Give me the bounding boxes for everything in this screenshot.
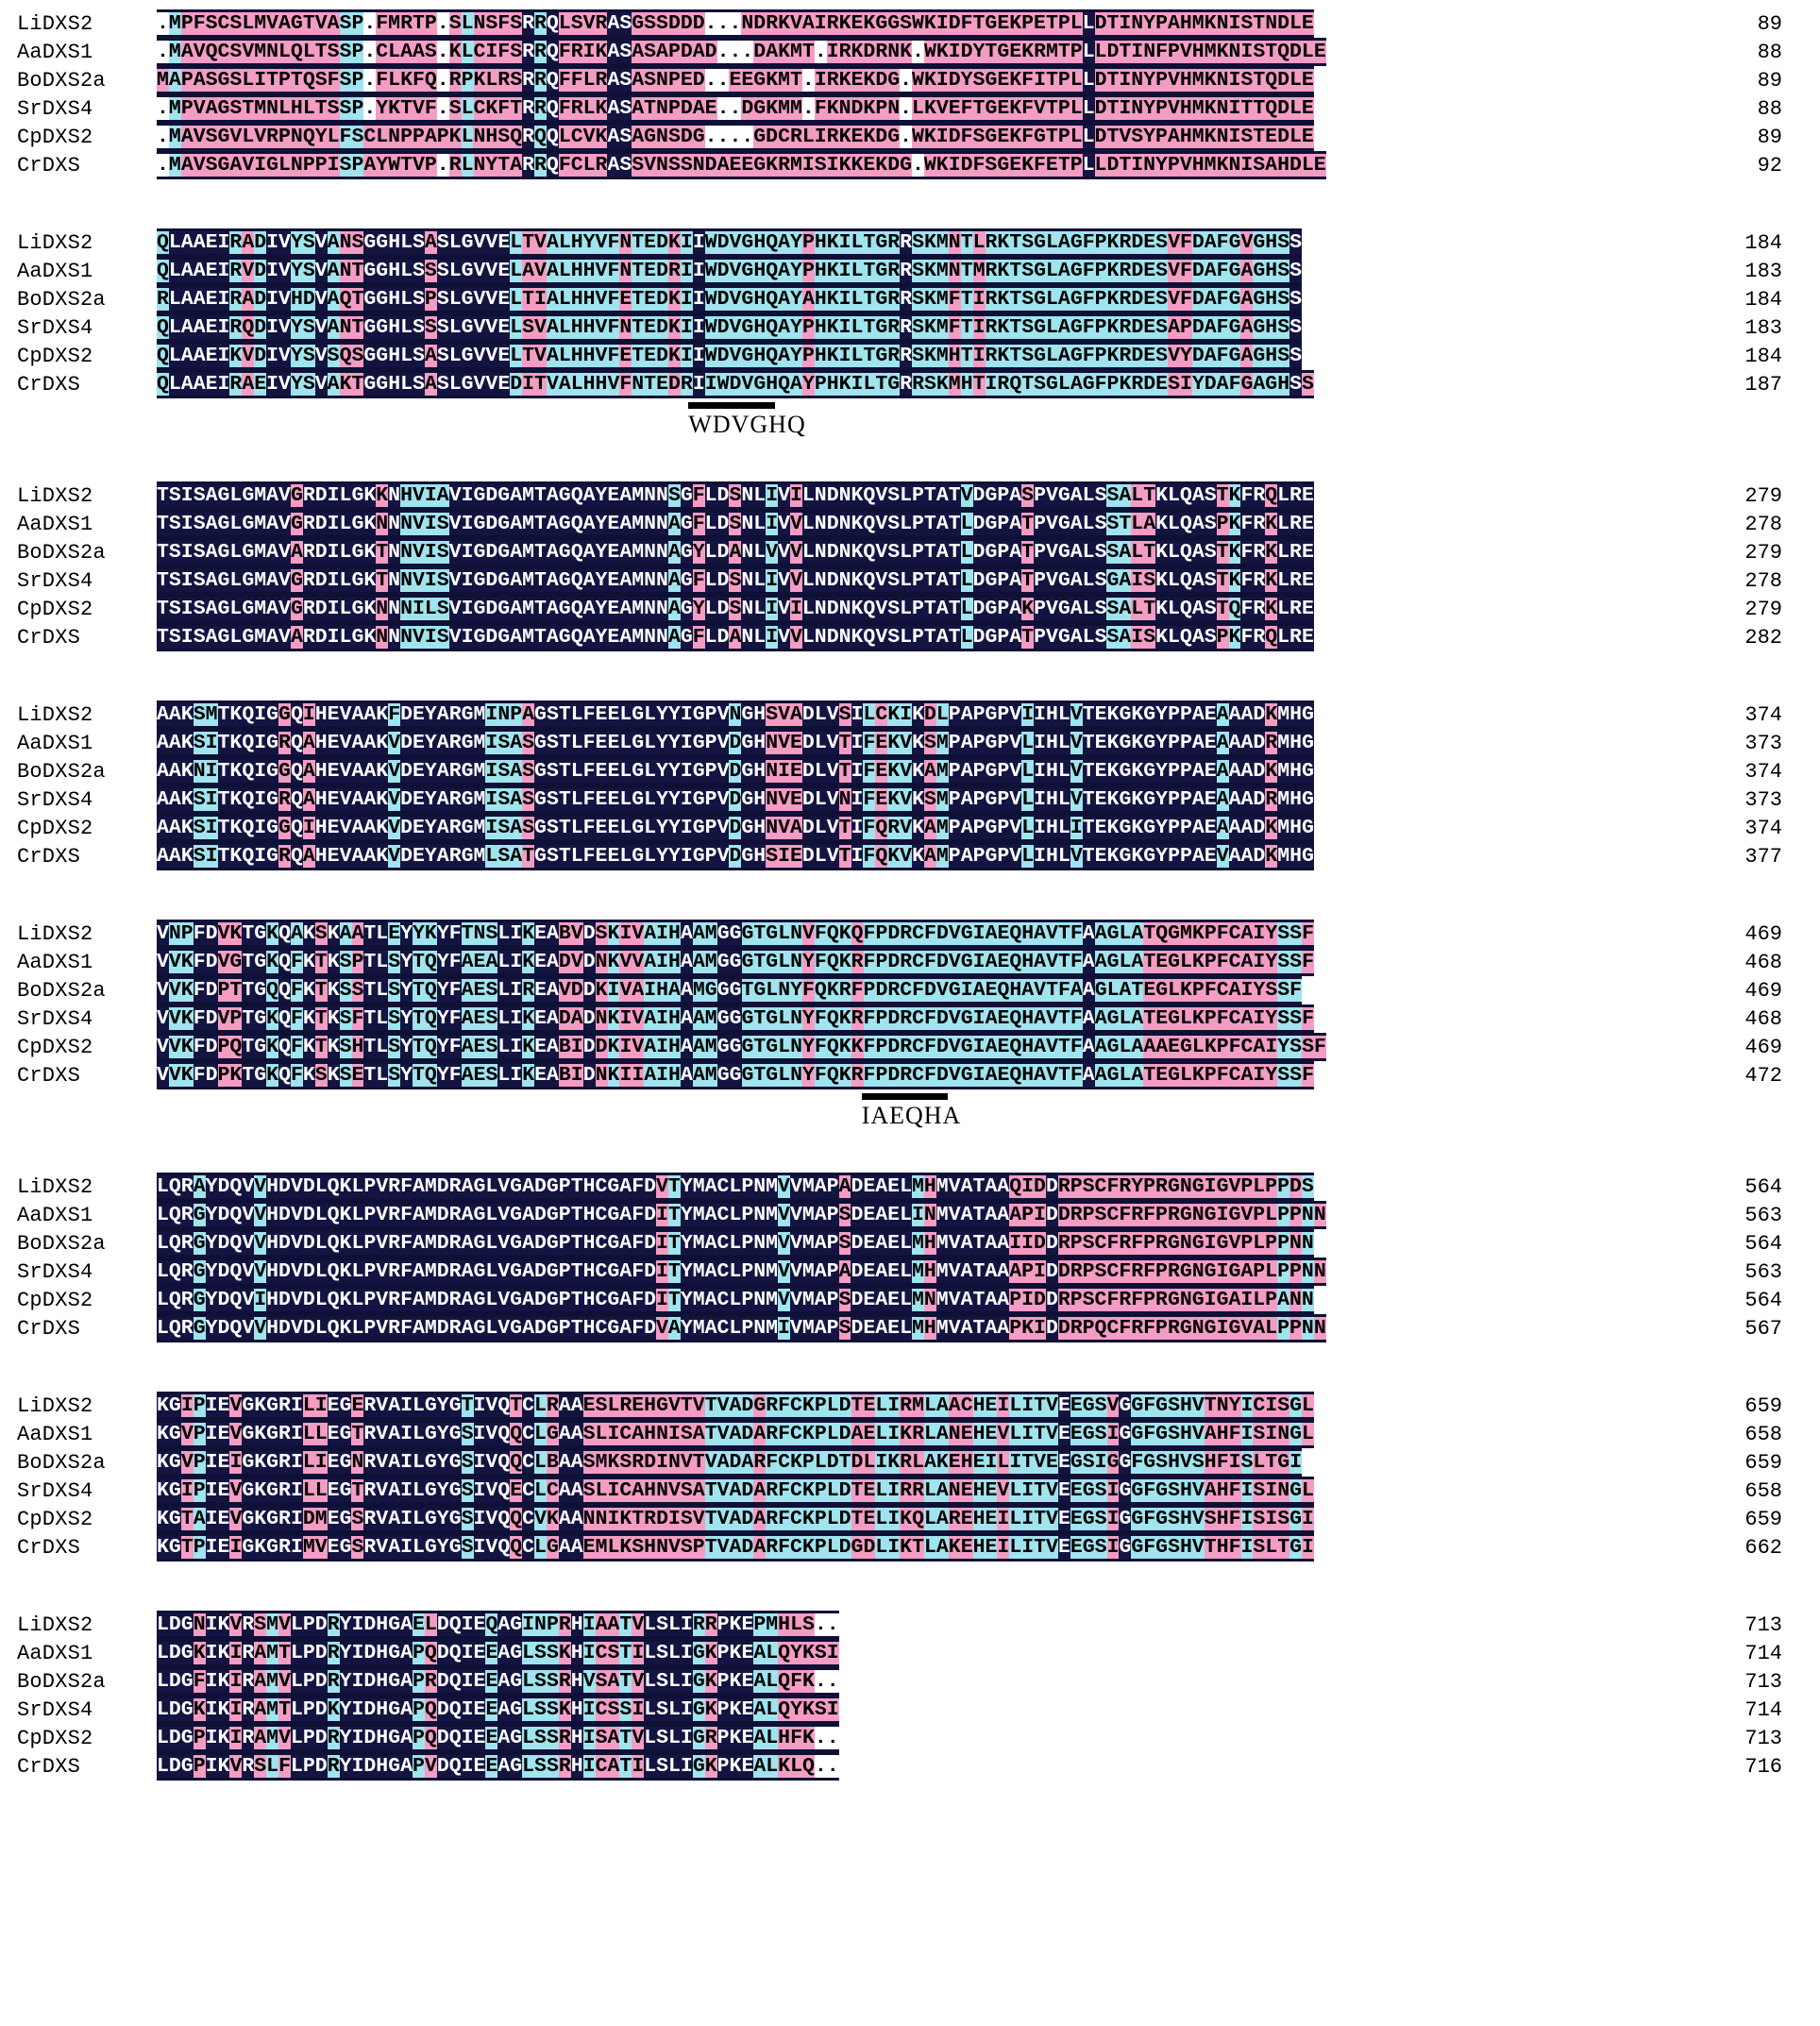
- sequence-name: BoDXS2a: [17, 1669, 106, 1694]
- sequence-name: AaDXS1: [17, 512, 93, 536]
- alignment-row: [17, 1061, 1782, 1089]
- sequence-name: BoDXS2a: [17, 1450, 106, 1475]
- residue-position: 278: [1744, 512, 1782, 536]
- alignment-row: [17, 1258, 1782, 1286]
- alignment-blocks: [17, 9, 1782, 1781]
- residue-position: 472: [1744, 1063, 1782, 1088]
- sequence-name: SrDXS4: [17, 96, 93, 121]
- sequence-name: CrDXS: [17, 844, 81, 869]
- residue-position: 184: [1744, 287, 1782, 312]
- sequence-name: LiDXS2: [17, 702, 93, 727]
- sequence-name: AaDXS1: [17, 950, 93, 974]
- sequence-name: BoDXS2a: [17, 540, 106, 565]
- alignment-row: [17, 342, 1782, 370]
- sequence-name: BoDXS2a: [17, 1231, 106, 1256]
- motif-annotation: [688, 402, 806, 439]
- sequence-residues: QLAAEIKVDIVYSVSQSGGHLSASLGVVELTVALHHVFETEDKIIWDVGHQAYPHKILTGRRSKMHTIRKTSGLAGFPKRDESVYDAFGAGHSS: [157, 342, 1302, 370]
- residue-position: 187: [1744, 372, 1782, 397]
- alignment-row: [17, 701, 1782, 729]
- alignment-row: [17, 538, 1782, 566]
- sequence-residues: .MAVQCSVMNLQLTSSP.CLAAS.KLCIFSRRQFRIKASASAPDAD...DAKMT.IRKDRNK.WKIDYTGEKRMTPLLDTINFPVHMKNISTQDLE: [157, 38, 1326, 66]
- sequence-residues: TSISAGLGMAVGRDILGKTNNVISVIGDGAMTAGQAYEAMNNAGFLDSNLIVVLNDNKQVSLPTATLDGPATPVGALSGAISKLQASTKFRKLRE: [157, 566, 1314, 595]
- sequence-residues: VVKFDPKTGKQFKSKSETLSYTQYFAESLIKEABIDNKIIAIHAAMGGGTGLNYFQKRFPDRCFDVGIAEQHAVTFAAGLATEGLKPFCAIYSSF: [157, 1061, 1314, 1089]
- residue-position: 714: [1744, 1641, 1782, 1665]
- residue-position: 716: [1744, 1754, 1782, 1779]
- sequence-residues: TSISAGLGMAVGRDILGKKNHVIAVIGDGAMTAGQAYEAMNNSGFLDSNLIVILNDNKQVSLPTATVDGPASPVGALSSALTKLQASTKFRQLRE: [157, 481, 1314, 510]
- residue-position: 374: [1744, 759, 1782, 784]
- sequence-name: AaDXS1: [17, 40, 93, 64]
- sequence-residues: VVKFDPTTGQQFKTKSSTLSYTQYFAESLIREAVDDKIVAIHAAMGGGTGLNYFQKRFPDRCFDVGIAEQHAVTFAAGLATEGLKPFCAIYSSF: [157, 976, 1302, 1005]
- motif-underline: [862, 1093, 949, 1100]
- residue-position: 184: [1744, 344, 1782, 368]
- alignment-row: [17, 1696, 1782, 1724]
- residue-position: 659: [1744, 1507, 1782, 1531]
- sequence-residues: LQRGYDQVVHDVDLQKLPVRFAMDRAGLVGADGPTHCGAFDITYMACLPNMVVMAPSDEAELINMVATAAAPIDDRPSCFRFPRGNGIGVPLPPNN: [157, 1201, 1326, 1229]
- residue-position: 89: [1757, 125, 1782, 149]
- alignment-row: [17, 920, 1782, 948]
- residue-position: 373: [1744, 731, 1782, 755]
- sequence-residues: AAKSITKQIGRQAHEVAAKVDEYARGMISASGSTLFEELGLYYIGPVDGHNVEDLVNIFEKVKSMPAPGPVLIHLVTEKGKGYPPAEAAADRMHG: [157, 785, 1314, 814]
- alignment-row: [17, 566, 1782, 595]
- residue-position: 564: [1744, 1288, 1782, 1312]
- sequence-residues: LDGPIKVRSLFLPDRYIDHGAPVDQIEEAGLSSRHICATILSLIGKPKEALKLQ..: [157, 1752, 839, 1781]
- alignment-row: [17, 1477, 1782, 1505]
- sequence-residues: KGIPIEVGKGRILIEGERVAILGYGTIVQTCLRAAESLREHGVTVTVADGRFCKPLDTELIRMLAACHEILITVEEGSVGGFGSHVTNYICISGL: [157, 1392, 1314, 1420]
- alignment-row: [17, 1005, 1782, 1033]
- residue-position: 183: [1744, 315, 1782, 340]
- sequence-residues: RLAAEIRADIVHDVAQTGGHLSPSLGVVELTIALHHVFETEDKIIWDVGHQAYAHKILTGRRSKMFTIRKTSGLAGFPKRDESVFDAFGAGHSS: [157, 285, 1302, 313]
- sequence-residues: LDGKIKIRAMTLPDRYIDHGAPQDQIEEAGLSSKHICSTILSLIGKPKEALQYKSI: [157, 1639, 839, 1667]
- sequence-residues: TSISAGLGMAVARDILGKNNNVISVIGDGAMTAGQAYEAMNNAGFLDANLIVVLNDNKQVSLPTATLDGPATPVGALSSAISKLQASPKFRQLRE: [157, 623, 1314, 651]
- sequence-name: CpDXS2: [17, 1726, 93, 1750]
- sequence-residues: AAKSITKQIGRQAHEVAAKVDEYARGMLSATGSTLFEELGLYYIGPVDGHSIEDLVTIFQKVKAMPAPGPVLIHLVTEKGKGYPPAEVAADKMHG: [157, 842, 1314, 870]
- residue-position: 567: [1744, 1316, 1782, 1341]
- residue-position: 282: [1744, 625, 1782, 650]
- residue-position: 373: [1744, 787, 1782, 812]
- alignment-row: [17, 1533, 1782, 1562]
- alignment-row: [17, 1639, 1782, 1667]
- sequence-residues: .MPVAGSTMNLHLTSSP.YKTVF.SLCKFTRRQFRLKASATNPDAE..DGKMM.FKNDKPN.LKVEFTGEKFVTPLLDTINYPVHMKNITTQDLE: [157, 94, 1314, 123]
- sequence-residues: QLAAEIRADIVYSVANSGGHLSASLGVVELTVALHYVFNTEDKIIWDVGHQAYPHKILTGRRSKMNTLRKTSGLAGFPKRDESVFDAFGVGHSS: [157, 228, 1302, 257]
- alignment-row: [17, 151, 1782, 179]
- residue-position: 92: [1757, 153, 1782, 177]
- residue-position: 469: [1744, 978, 1782, 1003]
- alignment-row: [17, 1611, 1782, 1639]
- sequence-residues: LQRAYDQVVHDVDLQKLPVRFAMDRAGLVGADGPTHCGAFDVTYMACLPNMVVMAPADEAELMHMVATAAQIDDRPSCFRYPRGNGIGVPLPPDS: [157, 1173, 1314, 1201]
- sequence-name: BoDXS2a: [17, 978, 106, 1003]
- sequence-name: LiDXS2: [17, 1174, 93, 1199]
- sequence-name: LiDXS2: [17, 921, 93, 946]
- sequence-name: CrDXS: [17, 1754, 81, 1779]
- alignment-block: [17, 1392, 1782, 1562]
- alignment-row: [17, 814, 1782, 842]
- sequence-name: CpDXS2: [17, 597, 93, 621]
- residue-position: 564: [1744, 1231, 1782, 1256]
- sequence-residues: QLAAEIRAEIVYSVAKTGGHLSASLGVVEDITVALHHVFNTEDRIIWDVGHQAYPHKILTGRRSKMHTIRQTSGLAGFPKRDESIYDAFGAGHSS: [157, 370, 1314, 398]
- alignment-row: [17, 1392, 1782, 1420]
- residue-position: 279: [1744, 540, 1782, 565]
- sequence-residues: AAKSITKQIGRQAHEVAAKVDEYARGMISASGSTLFEELGLYYIGPVDGHNVEDLVTIFEKVKSMPAPGPVLIHLVTEKGKGYPPAEAAADRMHG: [157, 729, 1314, 757]
- alignment-row: [17, 1724, 1782, 1752]
- sequence-name: SrDXS4: [17, 1478, 93, 1503]
- sequence-name: LiDXS2: [17, 1393, 93, 1418]
- alignment-row: [17, 228, 1782, 257]
- alignment-block: [17, 228, 1782, 438]
- sequence-name: AaDXS1: [17, 1203, 93, 1227]
- residue-position: 563: [1744, 1203, 1782, 1227]
- residue-position: 279: [1744, 597, 1782, 621]
- sequence-name: CpDXS2: [17, 125, 93, 149]
- motif-label: IAEQHA: [861, 1102, 962, 1129]
- alignment-row: [17, 9, 1782, 38]
- alignment-block: [17, 1611, 1782, 1781]
- alignment-row: [17, 94, 1782, 123]
- alignment-row: [17, 785, 1782, 814]
- residue-position: 374: [1744, 816, 1782, 840]
- residue-position: 89: [1757, 68, 1782, 93]
- alignment-row: [17, 729, 1782, 757]
- sequence-name: SrDXS4: [17, 1259, 93, 1284]
- alignment-block: [17, 920, 1782, 1129]
- sequence-name: AaDXS1: [17, 1422, 93, 1446]
- sequence-residues: KGIPIEVGKGRILLEGTRVAILGYGSIVQECLCAASLICAHNVSATVADARFCKPLDTELIRRLANEHEVLITVEEGSIGGFGSHVAHFISINGL: [157, 1477, 1314, 1505]
- sequence-name: BoDXS2a: [17, 287, 106, 312]
- alignment-block: [17, 481, 1782, 651]
- sequence-residues: VVKFDVPTGKQFKTKSFTLSYTQYFAESLIKEADADNKIVAIHAAMGGGTGLNYFQKRFPDRCFDVGIAEQHAVTFAAGLATEGLKPFCAIYSSF: [157, 1005, 1314, 1033]
- sequence-name: BoDXS2a: [17, 68, 106, 93]
- residue-position: 713: [1744, 1669, 1782, 1694]
- alignment-block: [17, 701, 1782, 870]
- sequence-name: CrDXS: [17, 372, 81, 397]
- alignment-row: [17, 38, 1782, 66]
- alignment-row: [17, 1173, 1782, 1201]
- residue-position: 279: [1744, 483, 1782, 508]
- alignment-row: [17, 66, 1782, 94]
- sequence-name: AaDXS1: [17, 1641, 93, 1665]
- sequence-name: SrDXS4: [17, 1697, 93, 1722]
- sequence-residues: TSISAGLGMAVARDILGKTNNVISVIGDGAMTAGQAYEAMNNAGYLDANLVVVLNDNKQVSLPTATLDGPATPVGALSSALTKLQASTKFRKLRE: [157, 538, 1314, 566]
- sequence-residues: .MAVSGVLVRPNQYLFSCLNPPAPKLNHSQRQQLCVKASAGNSDG....GDCRLIRKEKDG.WKIDFSGEKFGTPLLDTVSYPAHMKNISTEDLE: [157, 123, 1314, 151]
- alignment-row: [17, 1229, 1782, 1258]
- sequence-name: SrDXS4: [17, 568, 93, 593]
- alignment-row: [17, 1752, 1782, 1781]
- alignment-row: [17, 1667, 1782, 1696]
- sequence-name: CpDXS2: [17, 1288, 93, 1312]
- sequence-name: LiDXS2: [17, 11, 93, 36]
- motif-underline: [688, 402, 775, 409]
- alignment-row: [17, 842, 1782, 870]
- sequence-residues: AAKNITKQIGGQAHEVAAKVDEYARGMISASGSTLFEELGLYYIGPVDGHNIEDLVTIFEKVKAMPAPGPVLIHLVTEKGKGYPPAEAAADKMHG: [157, 757, 1314, 785]
- sequence-residues: KGVPIEIGKGRILIEGNRVAILGYGSIVQQCLBAASMKSRDINVTVADARFCKPLDTDLIKRLAKEHEILITVEEGSIGGFGSHVSHFISLTGI: [157, 1448, 1302, 1477]
- sequence-residues: LDGNIKVRSMVLPDRYIDHGAELDQIEQAGINPRHIAATVLSLIRRPKEPMHLS..: [157, 1611, 839, 1639]
- sequence-residues: .MPFSCSLMVAGTVASP.FMRTP.SLNSFSRRQLSVRASGSSDDD...NDRKVAIRKEKGGSWKIDFTGEKPETPLLDTINYPAHMKNISTNDLE: [157, 9, 1314, 38]
- sequence-residues: TSISAGLGMAVGRDILGKNNNVISVIGDGAMTAGQAYEAMNNAGFLDSNLIVVLNDNKQVSLPTATLDGPATPVGALSSTLAKLQASPKFRKLRE: [157, 510, 1314, 538]
- alignment-row: [17, 1314, 1782, 1342]
- motif-annotation: [861, 1093, 962, 1130]
- residue-position: 658: [1744, 1478, 1782, 1503]
- alignment-row: [17, 370, 1782, 398]
- sequence-name: CpDXS2: [17, 1507, 93, 1531]
- residue-position: 468: [1744, 1006, 1782, 1031]
- residue-position: 278: [1744, 568, 1782, 593]
- alignment-row: [17, 948, 1782, 976]
- alignment-row: [17, 1033, 1782, 1061]
- sequence-name: SrDXS4: [17, 1006, 93, 1031]
- sequence-name: CpDXS2: [17, 816, 93, 840]
- sequence-residues: .MAVSGAVIGLNPPISPAYWTVP.RLNYTARRQFCLRASSVNSSNDAEEGKRMISIKKEKDG.WKIDFSGEKFETPLLDTINYPVHMKNISAHDLE: [157, 151, 1326, 179]
- residue-position: 374: [1744, 702, 1782, 727]
- sequence-name: AaDXS1: [17, 259, 93, 283]
- residue-position: 713: [1744, 1726, 1782, 1750]
- sequence-residues: VVKFDVGTGKQFKTKSPTLSYTQYFAEALIKEADVDNKVVAIHAAMGGGTGLNYFQKRFPDRCFDVGIAEQHAVTFAAGLATEGLKPFCAIYSSF: [157, 948, 1314, 976]
- sequence-residues: KGTAIEVGKGRIDMEGSRVAILGYGSIVQQCVKAANNIKTRDISVTVADARFCKPLDTELIKQLAREHEILITVEEGSIGGFGSHVSHFISISGI: [157, 1505, 1314, 1533]
- sequence-residues: LDGPIKIRAMVLPDRYIDHGAPQDQIEEAGLSSRHISATVLSLIGRPKEALHFK..: [157, 1724, 839, 1752]
- residue-position: 659: [1744, 1450, 1782, 1475]
- alignment-row: [17, 757, 1782, 785]
- residue-position: 88: [1757, 96, 1782, 121]
- sequence-residues: QLAAEIRQDIVYSVANTGGHLSSSLGVVELSVALHHVFNTEDKIIWDVGHQAYPHKILTGRRSKMFTIRKTSGLAGFPKRDESAPDAFGAGHSS: [157, 313, 1302, 342]
- residue-position: 714: [1744, 1697, 1782, 1722]
- residue-position: 469: [1744, 921, 1782, 946]
- sequence-name: LiDXS2: [17, 483, 93, 508]
- residue-position: 564: [1744, 1174, 1782, 1199]
- alignment-row: [17, 1505, 1782, 1533]
- alignment-row: [17, 1420, 1782, 1448]
- alignment-row: [17, 1201, 1782, 1229]
- residue-position: 659: [1744, 1393, 1782, 1418]
- sequence-residues: VNPFDVKTGKQAKSKAATLEYYKYFTNSLIKEABVDSKIVAIHAAMGGGTGLNVFQKQFPDRCFDVGIAEQHAVTFAAGLATQGMKPFCAIYSSF: [157, 920, 1314, 948]
- alignment-row: [17, 481, 1782, 510]
- residue-position: 183: [1744, 259, 1782, 283]
- sequence-residues: LQRGYDQVVHDVDLQKLPVRFAMDRAGLVGADGPTHCGAFDVAYMACLPNMIVMAPSDEAELMHMVATAAPKIDDRPQCFRFPRGNGIGVALPPNN: [157, 1314, 1326, 1342]
- residue-position: 89: [1757, 11, 1782, 36]
- alignment-block: [17, 1173, 1782, 1342]
- sequence-residues: MAPASGSLITPTQSFSP.FLKFQ.RPKLRSRRQFFLRASASNPED..EEGKMT.IRKEKDG.WKIDYSGEKFITPLLDTINYPVHMKNISTQDLE: [157, 66, 1314, 94]
- sequence-name: CpDXS2: [17, 1035, 93, 1059]
- sequence-residues: VVKFDPQTGKQFKTKSHTLSYTQYFAESLIKEABIDDKIVAIHAAMGGGTGLNYFQKKFPDRCFDVGIAEQHAVTFAAGLAAAEGLKPFCAIYSSF: [157, 1033, 1326, 1061]
- sequence-residues: TSISAGLGMAVGRDILGKNNNILSVIGDGAMTAGQAYEAMNNAGYLDSNLIVILNDNKQVSLPTATLDGPAKPVGALSSALTKLQASTQFRKLRE: [157, 595, 1314, 623]
- alignment-row: [17, 976, 1782, 1005]
- residue-position: 713: [1744, 1612, 1782, 1637]
- sequence-name: SrDXS4: [17, 315, 93, 340]
- residue-position: 563: [1744, 1259, 1782, 1284]
- motif-label: WDVGHQ: [688, 411, 806, 438]
- sequence-name: CrDXS: [17, 1535, 81, 1560]
- sequence-residues: AAKSITKQIGGQIHEVAAKVDEYARGMISASGSTLFEELGLYYIGPVDGHNVADLVTIFQRVKAMPAPGPVLIHLITEKGKGYPPAEAAADKMHG: [157, 814, 1314, 842]
- sequence-name: BoDXS2a: [17, 759, 106, 784]
- residue-position: 88: [1757, 40, 1782, 64]
- sequence-residues: LQRGYDQVVHDVDLQKLPVRFAMDRAGLVGADGPTHCGAFDITYMACLPNMVVMAPSDEAELMHMVATAAIIDDRPSCFRFPRGNGIGVPLPPNN: [157, 1229, 1314, 1258]
- sequence-residues: QLAAEIRVDIVYSVANTGGHLSSSLGVVELAVALHHVFNTEDRIIWDVGHQAYPHKILTGRRSKMNTMRKTSGLAGFPKRDESVFDAFGAGHSS: [157, 257, 1302, 285]
- sequence-name: CrDXS: [17, 1316, 81, 1341]
- alignment-row: [17, 623, 1782, 651]
- residue-position: 184: [1744, 230, 1782, 255]
- sequence-name: CrDXS: [17, 1063, 81, 1088]
- alignment-row: [17, 313, 1782, 342]
- sequence-residues: KGVPIEVGKGRILLEGTRVAILGYGSIVQQCLGAASLICAHNISATVADARFCKPLDAELIKRLANEHEVLITVEEGSIGGFGSHVAHFISINGL: [157, 1420, 1314, 1448]
- sequence-residues: LQRGYDQVIHDVDLQKLPVRFAMDRAGLVGADGPTHCGAFDITYMACLPNMVVMAPSDEAELMNMVATAAPIDDRPSCFRFPRGNGIGAILPANN: [157, 1286, 1314, 1314]
- residue-position: 658: [1744, 1422, 1782, 1446]
- sequence-name: AaDXS1: [17, 731, 93, 755]
- sequence-name: SrDXS4: [17, 787, 93, 812]
- alignment-row: [17, 595, 1782, 623]
- sequence-residues: LDGKIKIRAMTLPDKYIDHGAPQDQIEEAGLSSKHICSSILSLIGKPKEALQYKSI: [157, 1696, 839, 1724]
- alignment-row: [17, 123, 1782, 151]
- sequence-name: CpDXS2: [17, 344, 93, 368]
- sequence-name: CrDXS: [17, 625, 81, 650]
- alignment-row: [17, 510, 1782, 538]
- sequence-residues: LDGFIKIRAMVLPDRYIDHGAPRDQIEEAGLSSRHVSATVLSLIGKPKEALQFK..: [157, 1667, 839, 1696]
- sequence-residues: LQRGYDQVVHDVDLQKLPVRFAMDRAGLVGADGPTHCGAFDITYMACLPNMVVMAPADEAELMHMVATAAAPIDDRPSCFRFPRGNGIGAPLPPNN: [157, 1258, 1326, 1286]
- alignment-block: [17, 9, 1782, 179]
- sequence-residues: AAKSMTKQIGGQIHEVAAKFDEYARGMINPAGSTLFEELGLYYIGPVNGHSVADLVSILCKIKDLPAPGPVIIHLVTEKGKGYPPAEAAADKMHG: [157, 701, 1314, 729]
- alignment-row: [17, 285, 1782, 313]
- sequence-name: CrDXS: [17, 153, 81, 177]
- residue-position: 377: [1744, 844, 1782, 869]
- residue-position: 469: [1744, 1035, 1782, 1059]
- sequence-name: LiDXS2: [17, 230, 93, 255]
- residue-position: 468: [1744, 950, 1782, 974]
- sequence-residues: KGTPIEIGKGRIMVEGSRVAILGYGSIVQQCLGAAEMLKSHNVSPTVADARFCKPLDGDLIKTLAKEHEILITVEEGSIGGFGSHVTHFISLTGI: [157, 1533, 1314, 1562]
- alignment-row: [17, 257, 1782, 285]
- residue-position: 662: [1744, 1535, 1782, 1560]
- alignment-row: [17, 1286, 1782, 1314]
- sequence-name: LiDXS2: [17, 1612, 93, 1637]
- alignment-row: [17, 1448, 1782, 1477]
